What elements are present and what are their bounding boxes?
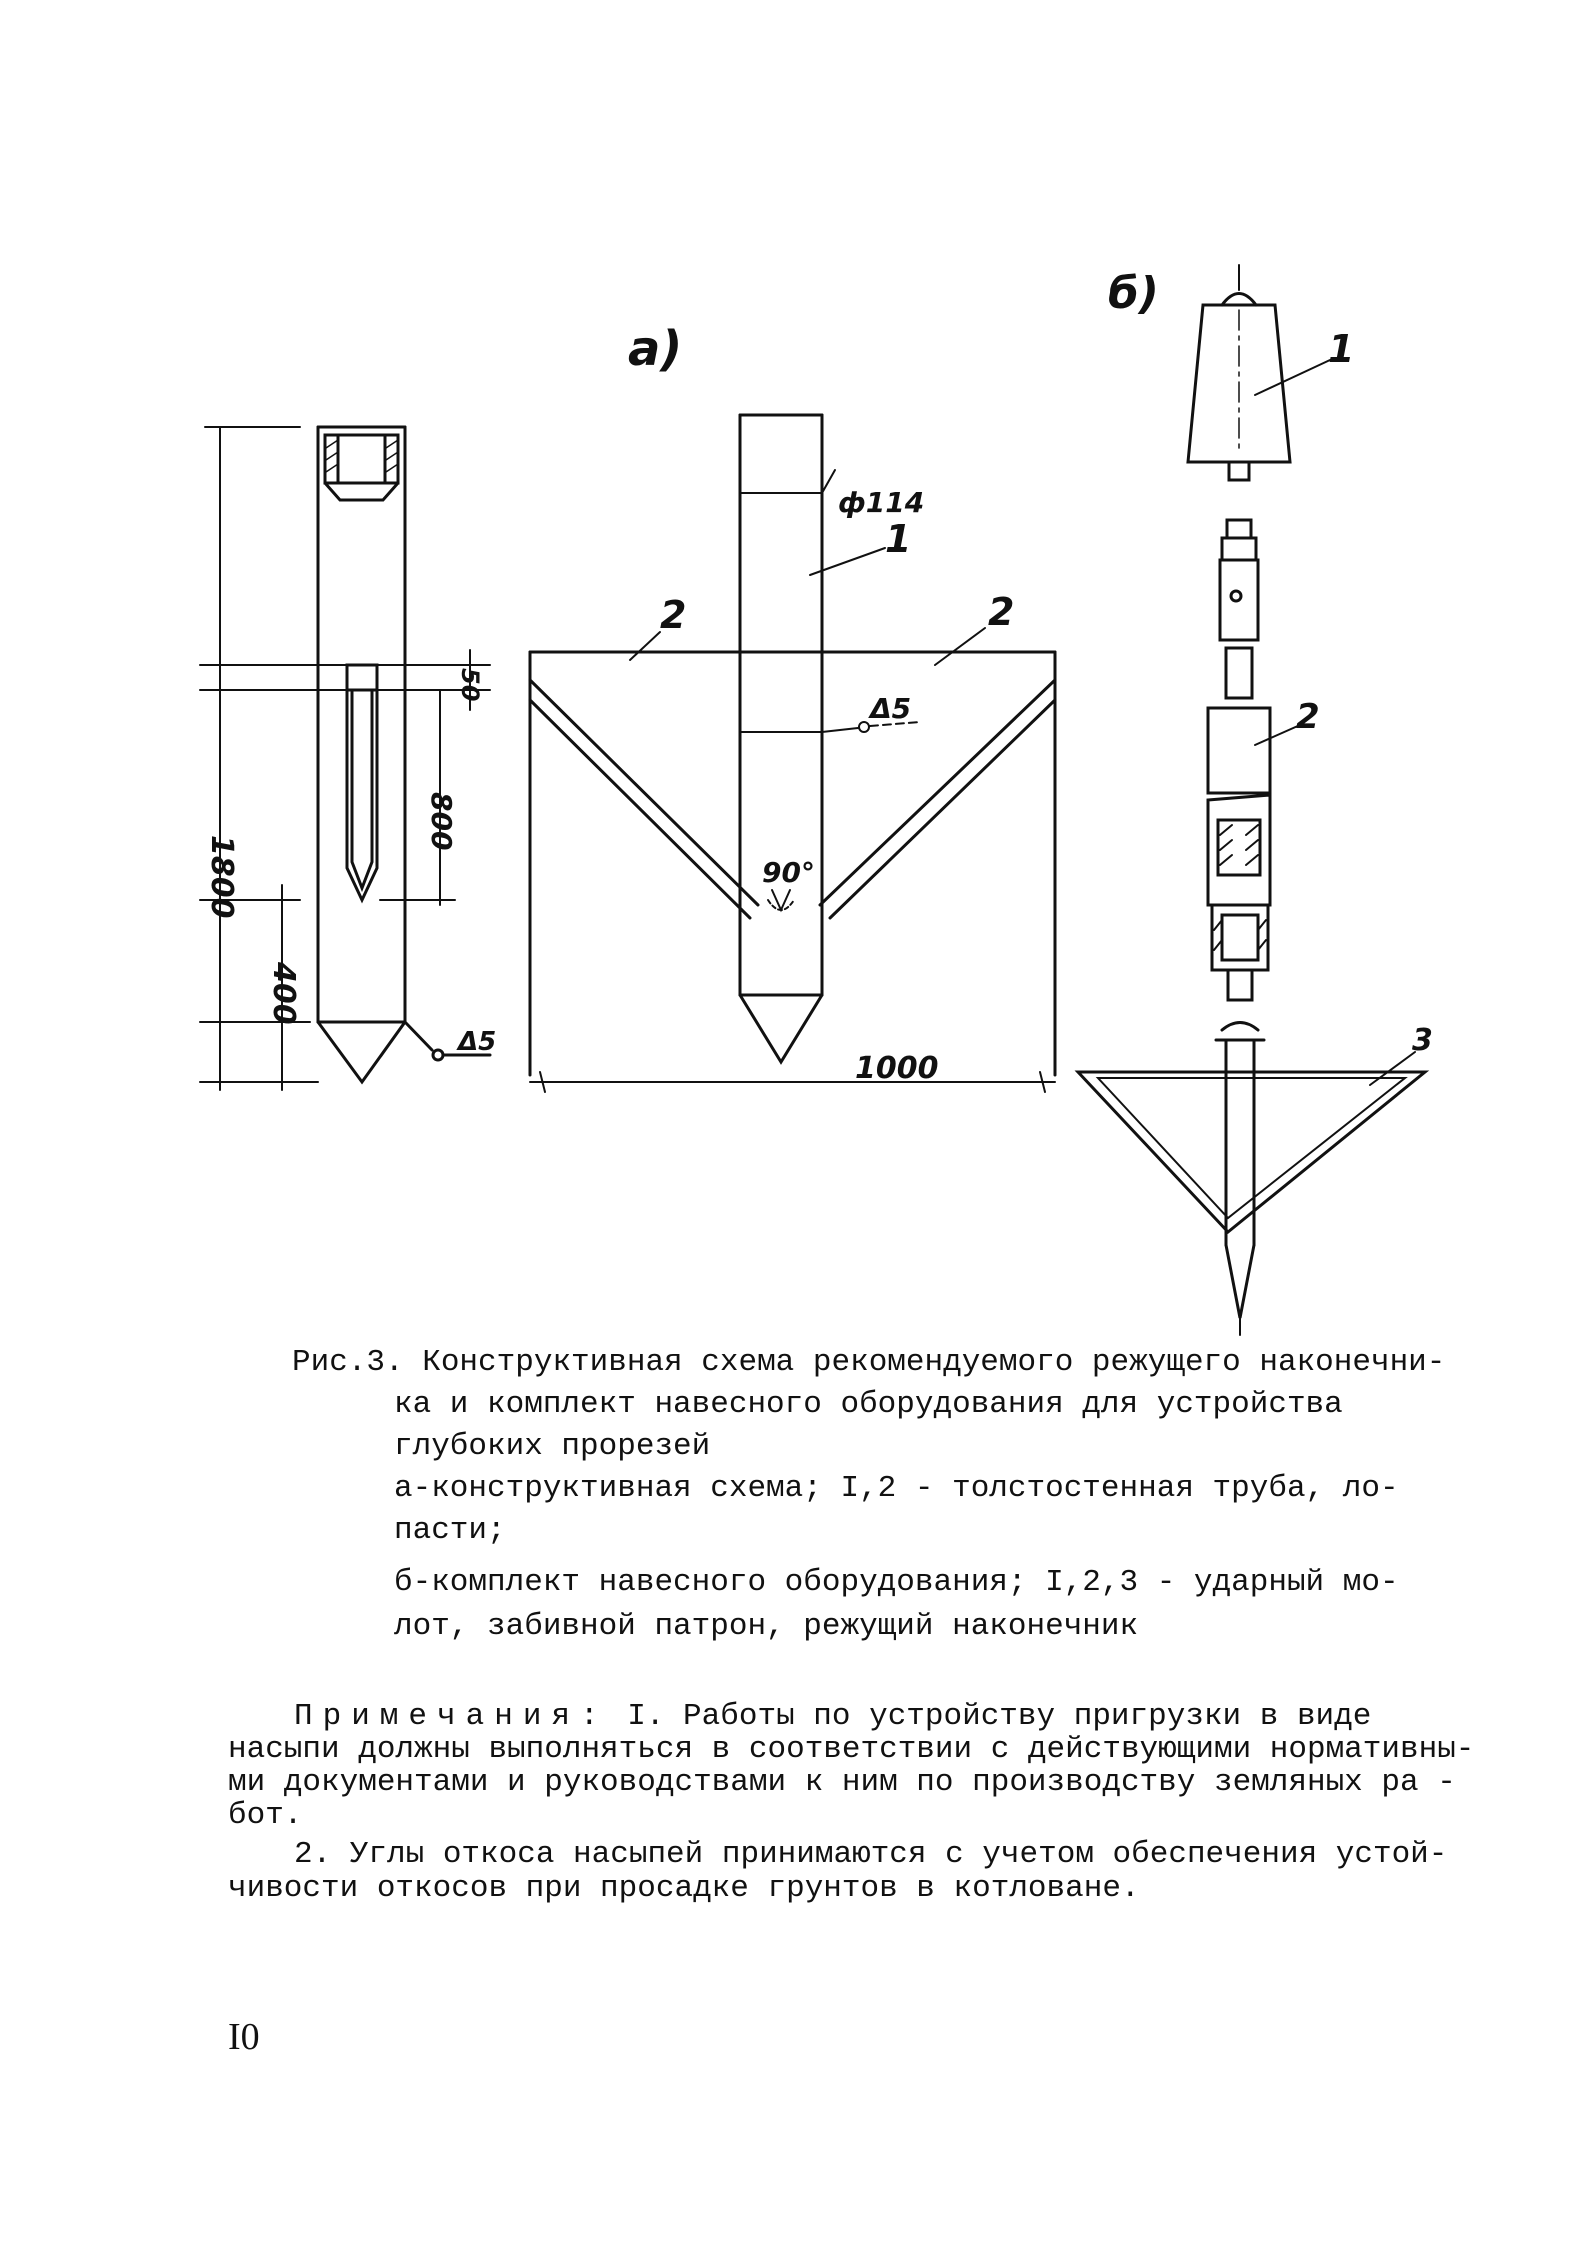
callout-blade-left: 2 [660, 593, 687, 637]
callout-hammer: 1 [1328, 327, 1355, 371]
caption-line-2: ка и комплект навесного оборудования для устройства [394, 1387, 1343, 1422]
callout-blade-right: 2 [988, 590, 1015, 634]
dim-angle: 90° [762, 856, 815, 889]
callout-pipe: 1 [885, 517, 912, 561]
page-number: I0 [228, 2016, 260, 2058]
label-b: б) [1108, 268, 1159, 319]
blade-assembly [530, 415, 1055, 1092]
label-a: а) [628, 321, 683, 377]
dim-h1800: 1800 [204, 835, 239, 919]
note-2-line-2: чивости откосов при просадке грунтов в котловане. [228, 1871, 1140, 1906]
note-1-line-3: ми документами и руководствами к ним по производству земляных ра - [228, 1765, 1456, 1800]
callout-tip: 3 [1412, 1023, 1433, 1058]
note-2-line-1: 2. Углы откоса насыпей принимаются с учетом обеспечения устой- [294, 1837, 1448, 1872]
dim-d5-tip: Δ5 [458, 1027, 497, 1057]
caption-line-1: Рис.3. Конструктивная схема рекомендуемого режущего наконечни- [292, 1345, 1446, 1380]
dimension-lines [200, 427, 490, 1090]
note-1-text: I. Работы по устройству пригрузки в виде [627, 1699, 1372, 1734]
dim-w1000: 1000 [855, 1051, 939, 1086]
dim-d114: ф114 [838, 486, 925, 519]
dim-h50: 50 [456, 668, 484, 702]
pipe-elevation [318, 427, 490, 1082]
caption-line-7: лот, забивной патрон, режущий наконечник [394, 1609, 1139, 1644]
dim-h800: 800 [425, 792, 458, 851]
notes-heading: Примечания: [294, 1699, 609, 1734]
note-1-line-2: насыпи должны выполняться в соответствии с действующими нормативны- [228, 1732, 1475, 1767]
callout-cartridge: 2 [1296, 697, 1320, 737]
dim-h400: 400 [266, 962, 301, 1025]
equipment-set [1078, 265, 1425, 1335]
caption-line-4: а-конструктивная схема; I,2 - толстостенная труба, ло- [394, 1471, 1399, 1506]
caption-line-3: глубоких прорезей [394, 1429, 711, 1464]
caption-line-5: пасти; [394, 1513, 506, 1548]
dim-d5-blade: Δ5 [870, 692, 912, 725]
caption-line-6: б-комплект навесного оборудования; I,2,3 - ударный мо- [394, 1565, 1399, 1600]
note-1-line-4: бот. [228, 1798, 303, 1833]
notes-line-1 [294, 1700, 1371, 1733]
